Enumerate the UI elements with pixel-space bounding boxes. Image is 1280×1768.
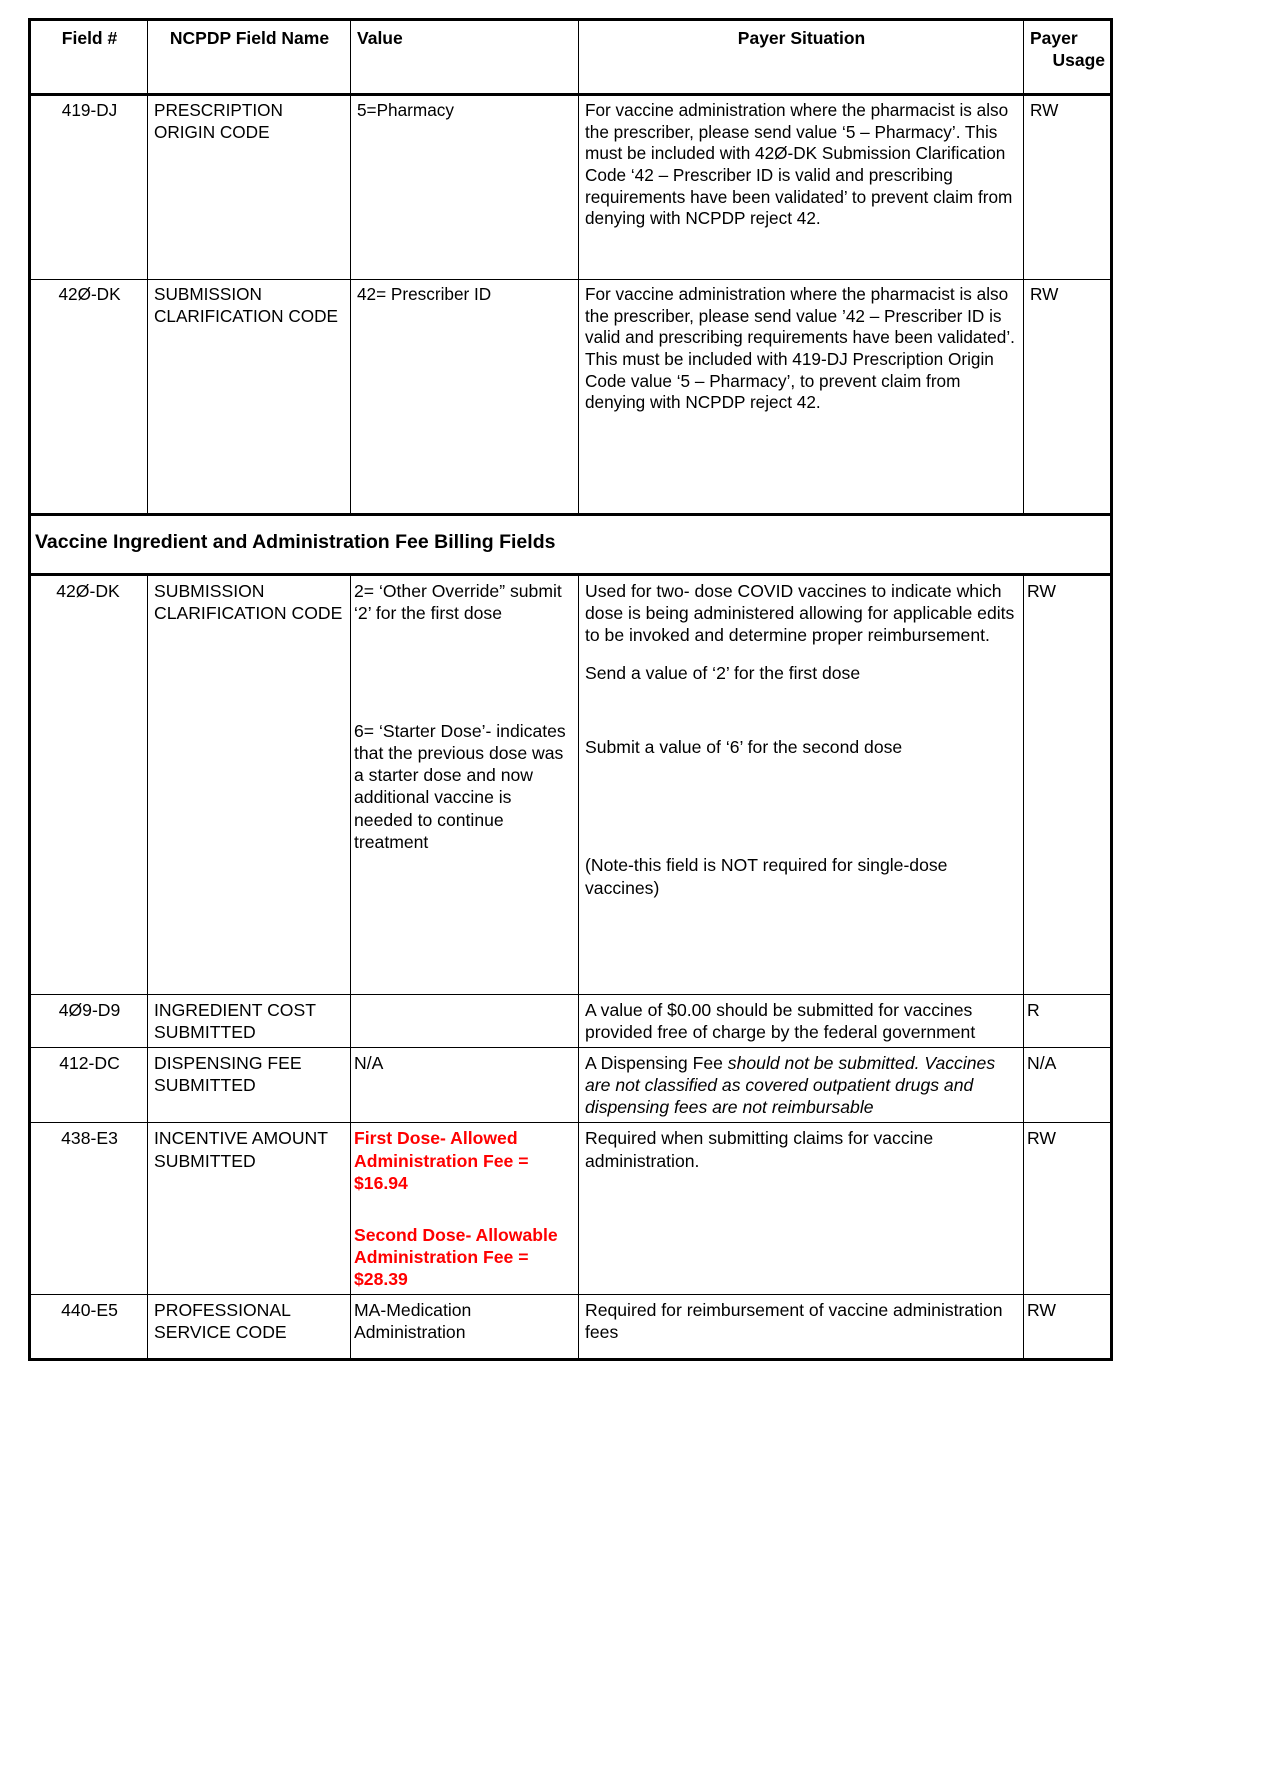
column-header-ncpdp-field-name: NCPDP Field Name bbox=[148, 20, 351, 95]
cell-value bbox=[351, 1123, 579, 1295]
cell-payer-situation: Required for reimbursement of vaccine administration fees bbox=[579, 1295, 1024, 1360]
cell-payer-usage: RW bbox=[1024, 1295, 1112, 1360]
cell-value: N/A bbox=[351, 1047, 579, 1122]
column-header-payer-usage-line1: Payer bbox=[1030, 28, 1078, 48]
cell-value-part-1: 2= ‘Other Override” submit ‘2’ for the first dose bbox=[354, 580, 562, 623]
situation-spacer-2 bbox=[585, 684, 1018, 736]
table-row bbox=[30, 1295, 1112, 1360]
cell-value-first-dose-fee: First Dose- Allowed Administration Fee = $16.94 bbox=[354, 1128, 529, 1193]
cell-value bbox=[351, 574, 579, 994]
cell-situation-part-1: Used for two- dose COVID vaccines to indicate which dose is being administered allowing for applicable edits to be invoked and determine proper reimbursement. bbox=[585, 580, 1015, 645]
cell-payer-usage: RW bbox=[1024, 574, 1112, 994]
cell-value: MA-Medication Administration bbox=[351, 1295, 579, 1360]
cell-payer-usage: RW bbox=[1024, 1123, 1112, 1295]
cell-field-number: 438-E3 bbox=[30, 1123, 148, 1295]
section-banner-row bbox=[30, 515, 1112, 575]
cell-payer-situation bbox=[579, 1047, 1024, 1122]
cell-value: 5=Pharmacy bbox=[351, 95, 579, 280]
table-row bbox=[30, 95, 1112, 280]
cell-field-number: 440-E5 bbox=[30, 1295, 148, 1360]
situation-spacer-1 bbox=[585, 646, 1018, 662]
cell-payer-usage: RW bbox=[1024, 280, 1112, 515]
cell-value: 42= Prescriber ID bbox=[351, 280, 579, 515]
section-banner-label: Vaccine Ingredient and Administration Fee Billing Fields bbox=[30, 515, 1112, 575]
cell-field-number: 419-DJ bbox=[30, 95, 148, 280]
column-header-payer-situation: Payer Situation bbox=[579, 20, 1024, 95]
value-spacer bbox=[354, 1194, 573, 1224]
cell-situation-part-4: (Note-this field is NOT required for single-dose vaccines) bbox=[585, 855, 948, 898]
cell-ncpdp-field-name: INCENTIVE AMOUNT SUBMITTED bbox=[148, 1123, 351, 1295]
cell-situation-plain: A Dispensing Fee bbox=[585, 1052, 728, 1073]
cell-situation-part-2: Send a value of ‘2’ for the first dose bbox=[585, 663, 861, 684]
table-row bbox=[30, 280, 1112, 515]
cell-payer-usage: N/A bbox=[1024, 1047, 1112, 1122]
situation-spacer-3 bbox=[585, 758, 1018, 854]
cell-ncpdp-field-name: DISPENSING FEE SUBMITTED bbox=[148, 1047, 351, 1122]
cell-field-number: 42Ø-DK bbox=[30, 574, 148, 994]
table-row bbox=[30, 574, 1112, 994]
cell-value-part-2: 6= ‘Starter Dose’- indicates that the previous dose was a starter dose and now additional vaccine is needed to continue treatment bbox=[354, 720, 566, 852]
cell-payer-situation: Required when submitting claims for vaccine administration. bbox=[579, 1123, 1024, 1295]
cell-ncpdp-field-name: SUBMISSION CLARIFICATION CODE bbox=[148, 574, 351, 994]
cell-value-second-dose-fee: Second Dose- Allowable Administration Fee = $28.39 bbox=[354, 1224, 558, 1290]
cell-payer-usage: R bbox=[1024, 994, 1112, 1047]
column-header-payer-usage-line2: Usage bbox=[1052, 50, 1105, 71]
cell-ncpdp-field-name: INGREDIENT COST SUBMITTED bbox=[148, 994, 351, 1047]
table-row bbox=[30, 1123, 1112, 1295]
column-header-field-number: Field # bbox=[30, 20, 148, 95]
cell-field-number: 42Ø-DK bbox=[30, 280, 148, 515]
cell-value bbox=[351, 994, 579, 1047]
cell-ncpdp-field-name: PRESCRIPTION ORIGIN CODE bbox=[148, 95, 351, 280]
table-header-row bbox=[30, 20, 1112, 95]
ncpdp-vaccine-billing-table bbox=[28, 18, 1113, 1361]
table-row bbox=[30, 994, 1112, 1047]
cell-field-number: 4Ø9-D9 bbox=[30, 994, 148, 1047]
cell-payer-situation: For vaccine administration where the pharmacist is also the prescriber, please send value ‘5 – Pharmacy’. This must be included with 42Ø-DK Submission Clarification Code ‘42 – Prescriber ID is valid and prescribing requirements have been validated’ to prevent claim from denying with NCPDP reject 42. bbox=[579, 95, 1024, 280]
cell-payer-situation: For vaccine administration where the pharmacist is also the prescriber, please send value ’42 – Prescriber ID is valid and prescribing requirements have been validated’. This must be included with 419-DJ Prescription Origin Code value ‘5 – Pharmacy’, to prevent claim from denying with NCPDP reject 42. bbox=[579, 280, 1024, 515]
table-row bbox=[30, 1047, 1112, 1122]
cell-situation-italic: should not be submitted. Vaccines are not classified as covered outpatient drugs and dispensing fees are not reimbursable bbox=[585, 1052, 996, 1118]
cell-ncpdp-field-name: PROFESSIONAL SERVICE CODE bbox=[148, 1295, 351, 1360]
cell-ncpdp-field-name: SUBMISSION CLARIFICATION CODE bbox=[148, 280, 351, 515]
cell-payer-situation bbox=[579, 574, 1024, 994]
cell-payer-usage: RW bbox=[1024, 95, 1112, 280]
column-header-payer-usage bbox=[1024, 20, 1112, 95]
column-header-value: Value bbox=[351, 20, 579, 95]
cell-payer-situation: A value of $0.00 should be submitted for vaccines provided free of charge by the federal government bbox=[579, 994, 1024, 1047]
value-spacer bbox=[354, 624, 573, 720]
cell-situation-part-3: Submit a value of ‘6’ for the second dose bbox=[585, 737, 903, 758]
cell-field-number: 412-DC bbox=[30, 1047, 148, 1122]
